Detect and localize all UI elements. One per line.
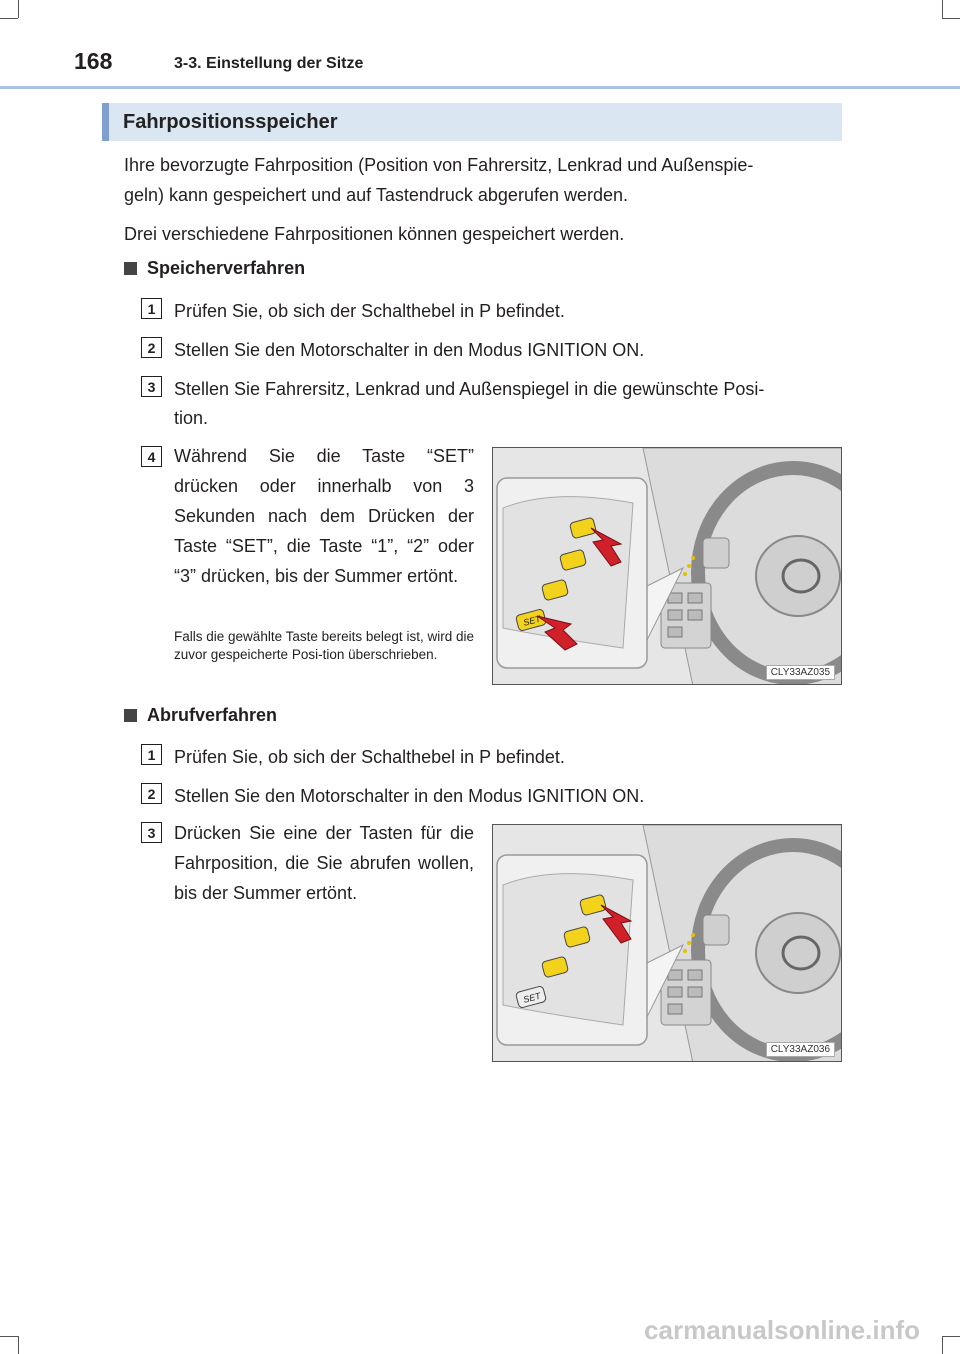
set-button-label: SET — [522, 613, 542, 628]
figure-code: CLY33AZ035 — [766, 665, 835, 680]
illustration-door-panel — [493, 825, 842, 1062]
crop-mark — [942, 1336, 943, 1354]
set-button-label: SET — [522, 990, 542, 1005]
subheading-store — [124, 258, 305, 279]
step-number: 3 — [141, 376, 162, 397]
step-text: Stellen Sie den Motorschalter in den Modus IGNITION ON. — [174, 786, 645, 806]
crop-mark — [0, 18, 18, 19]
crop-mark — [18, 0, 19, 18]
header-rule — [0, 86, 960, 89]
step-number: 1 — [141, 744, 162, 765]
intro-line-1: Ihre bevorzugte Fahrposition (Position von Fahrersitz, Lenkrad und Außenspie- — [124, 155, 754, 175]
illustration-door-panel — [493, 448, 842, 685]
section-heading-text: Fahrpositionsspeicher — [123, 111, 338, 133]
figure-memory-buttons-set — [492, 447, 842, 685]
watermark: carmanualsonline.info — [644, 1315, 920, 1345]
intro-line-2: geln) kann gespeichert und auf Tastendruck abgerufen werden. — [124, 185, 629, 205]
square-bullet-icon — [124, 262, 137, 275]
subheading-recall — [124, 705, 277, 726]
section-title: 3-3. Einstellung der Sitze — [174, 55, 364, 72]
subheading-recall-text: Abrufverfahren — [147, 705, 278, 725]
intro-line-3: Drei verschiedene Fahrpositionen können gespeichert werden. — [124, 224, 625, 244]
step-number: 4 — [141, 446, 162, 467]
step-text: Stellen Sie Fahrersitz, Lenkrad und Außenspiegel in die gewünschte Posi- — [174, 379, 765, 399]
step-number: 2 — [141, 783, 162, 804]
figure-memory-buttons-recall — [492, 824, 842, 1062]
step-text: Prüfen Sie, ob sich der Schalthebel in P befindet. — [174, 747, 565, 767]
crop-mark — [942, 0, 943, 18]
step-number: 1 — [141, 298, 162, 319]
square-bullet-icon — [124, 709, 137, 722]
note-text: Falls die gewählte Taste bereits belegt ist, wird die zuvor gespeicherte Posi-tion überschrieben. — [174, 629, 474, 662]
step-number: 2 — [141, 337, 162, 358]
crop-mark — [942, 1336, 960, 1337]
step-text-continued: tion. — [174, 408, 209, 428]
crop-mark — [0, 1336, 18, 1337]
crop-mark — [942, 18, 960, 19]
page-number: 168 — [74, 48, 113, 74]
subheading-store-text: Speicherverfahren — [147, 258, 306, 278]
step-number: 3 — [141, 822, 162, 843]
section-heading — [102, 103, 842, 141]
step-text: Prüfen Sie, ob sich der Schalthebel in P befindet. — [174, 301, 565, 321]
crop-mark — [18, 1336, 19, 1354]
step-text: Während Sie die Taste “SET” drücken oder innerhalb von 3 Sekunden nach dem Drücken der Taste “SET”, die Taste “1”, “2” oder “3” drücken, bis der Summer ertönt. — [174, 446, 474, 586]
step-text: Drücken Sie eine der Tasten für die Fahrposition, die Sie abrufen wollen, bis der Summer ertönt. — [174, 823, 474, 903]
figure-code: CLY33AZ036 — [766, 1042, 835, 1057]
step-text: Stellen Sie den Motorschalter in den Modus IGNITION ON. — [174, 340, 645, 360]
